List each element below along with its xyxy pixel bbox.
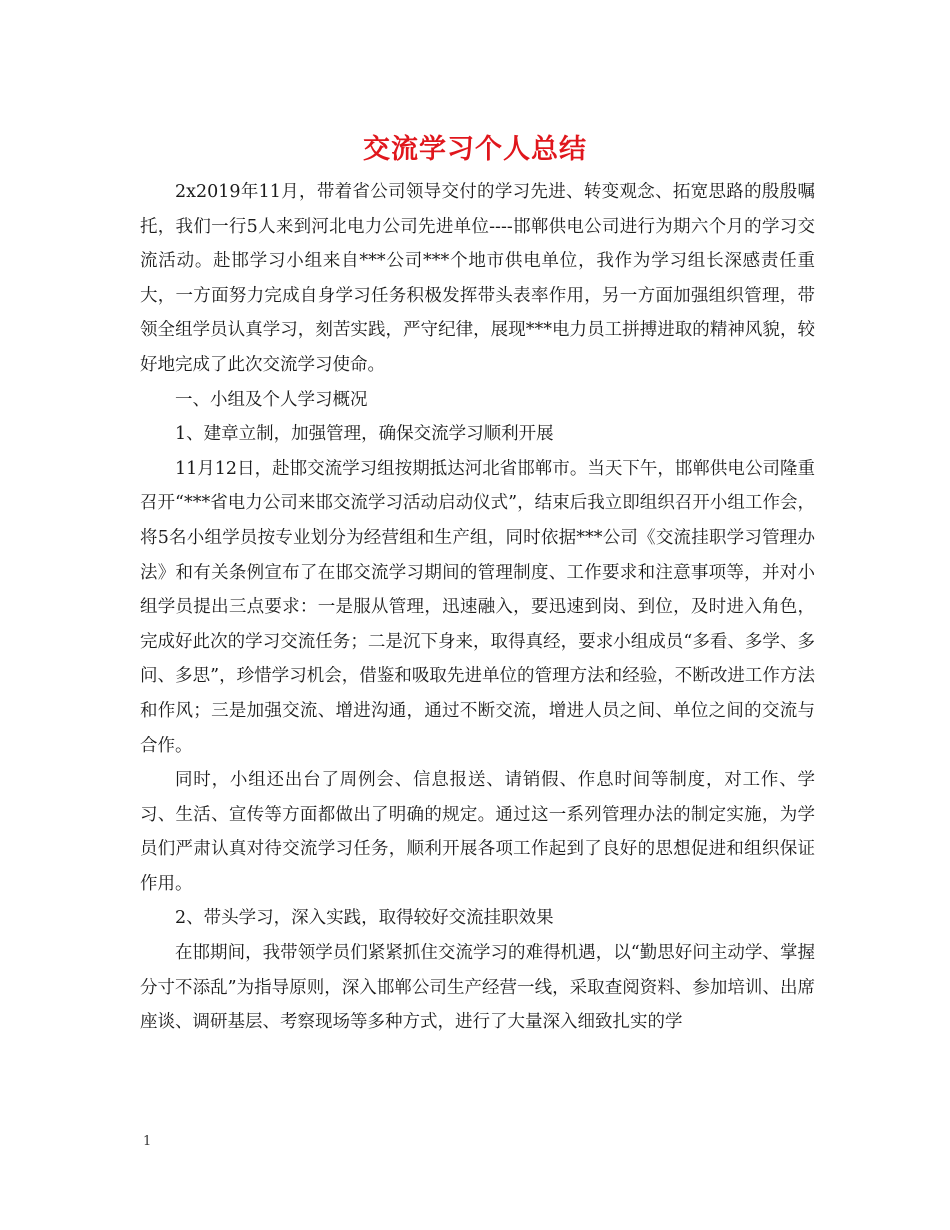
document-title: 交流学习个人总结 (363, 134, 587, 165)
intro-paragraph: 2x2019年11月，带着省公司领导交付的学习先进、转变观念、拓宽思路的殷殷嘱托，我们一行5人来到河北电力公司先进单位----邯郸供电公司进行为期六个月的学习交流活动。赴邯学习小组来自***公司***个地市供电单位，我作为学习组长深感责任重大，一方面努力完成自身学习任务积极发挥带头表率作用，另一方面加强组织管理，带领全组学员认真学习，刻苦实践，严守纪律，展现***电力员工拼搏进取的精神风貌，较好地完成了此次交流学习使命。 (140, 182, 815, 375)
body-paragraph-3: 在邯期间，我带领学员们紧紧抓住交流学习的难得机遇，以“勤思好问主动学、掌握分寸不添乱”为指导原则，深入邯郸公司生产经营一线，采取查阅资料、参加培训、出席座谈、调研基层、考察现场等多种方式，进行了大量深入细致扎实的学 (140, 943, 815, 1033)
section-heading-1: 一、小组及个人学习概况 (175, 389, 368, 410)
page-number: 1 (143, 1134, 152, 1149)
subsection-heading-1: 1、建章立制，加强管理，确保交流学习顺利开展 (175, 424, 554, 445)
subsection-heading-2: 2、带头学习，深入实践，取得较好交流挂职效果 (175, 908, 554, 929)
document-body (140, 175, 815, 1040)
body-paragraph-2: 同时，小组还出台了周例会、信息报送、请销假、作息时间等制度，对工作、学习、生活、宣传等方面都做出了明确的规定。通过这一系列管理办法的制定实施，为学员们严肃认真对待交流学习任务，顺利开展各项工作起到了良好的思想促进和组织保证作用。 (140, 770, 815, 894)
body-paragraph-1: 11月12日，赴邯交流学习组按期抵达河北省邯郸市。当天下午，邯郸供电公司隆重召开“***省电力公司来邯交流学习活动启动仪式”，结束后我立即组织召开小组工作会，将5名小组学员按专业划分为经营组和生产组，同时依据***公司《交流挂职学习管理办法》和有关条例宣布了在邯交流学习期间的管理制度、工作要求和注意事项等，并对小组学员提出三点要求：一是服从管理，迅速融入，要迅速到岗、到位，及时进入角色，完成好此次的学习交流任务；二是沉下身来，取得真经，要求小组成员“多看、多学、多问、多思”，珍惜学习机会，借鉴和吸取先进单位的管理方法和经验，不断改进工作方法和作风；三是加强交流、增进沟通，通过不断交流，增进人员之间、单位之间的交流与合作。 (140, 458, 815, 756)
